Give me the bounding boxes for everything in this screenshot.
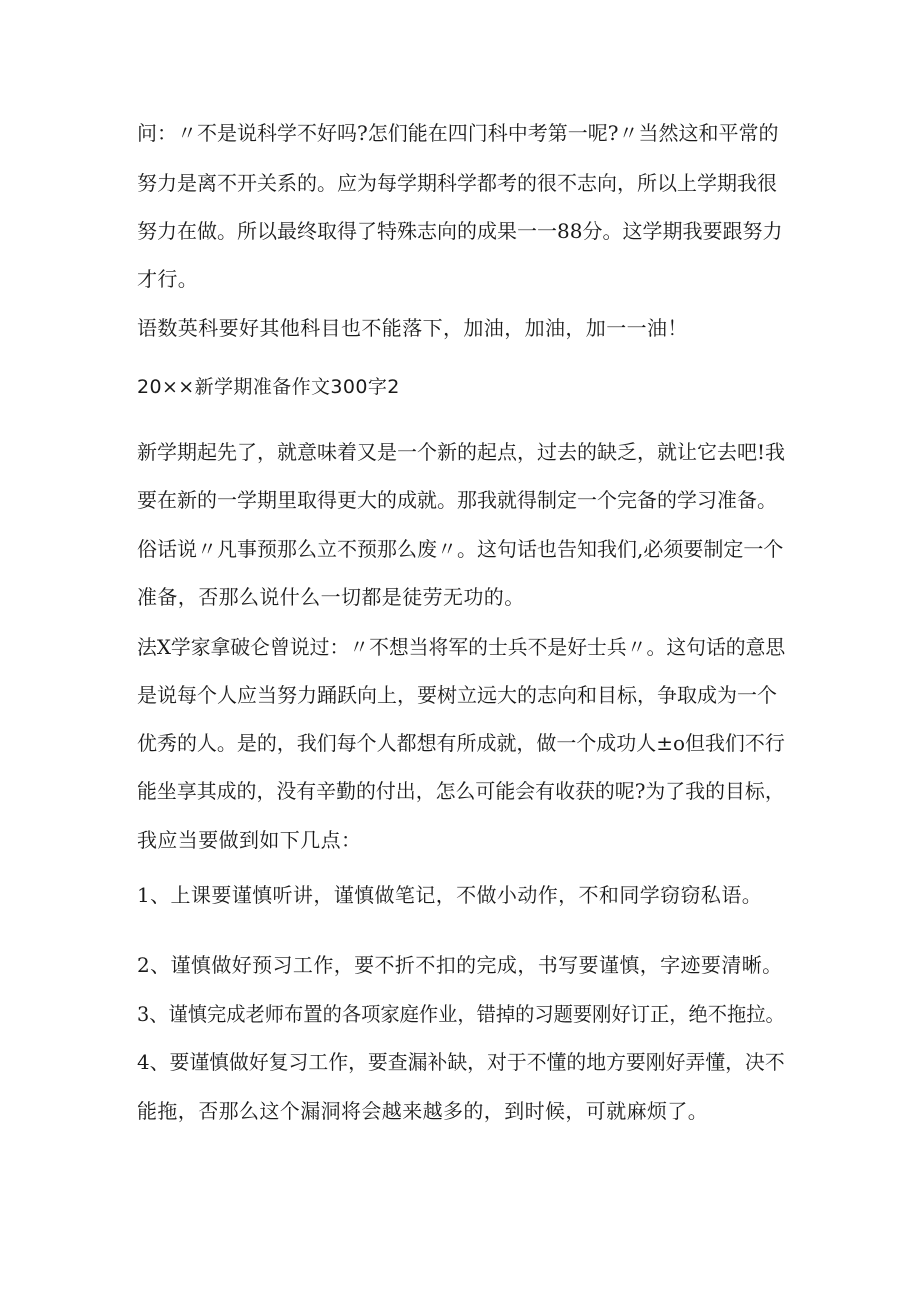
paragraph-4-line-4: 能坐享其成的，没有辛勤的付出，怎么可能会有收获的呢?为了我的目标， — [137, 779, 785, 803]
paragraph-3-line-4: 准备，否那么说什么一切都是徒劳无功的。 — [137, 585, 525, 609]
paragraph-4-line-5: 我应当要做到如下几点： — [137, 828, 362, 852]
paragraph-1-line-2: 努力是离不开关系的。应为每学期科学都考的很不志向，所以上学期我很 — [137, 171, 777, 195]
paragraph-4-line-3: 优秀的人。是的，我们每个人都想有所成就，做一个成功人±o但我们不行 — [137, 731, 785, 755]
list-item-4-line-1: 4、要谨慎做好复习工作，要查漏补缺，对于不懂的地方要刚好弄懂，决不 — [137, 1050, 785, 1074]
list-item-1: 1、上课要谨慎听讲，谨慎做笔记，不做小动作，不和同学窃窃私语。 — [137, 883, 763, 907]
paragraph-4-line-1: 法X学家拿破仑曾说过：〃不想当将军的士兵不是好士兵〃。这句话的意思 — [137, 635, 786, 659]
list-item-4-line-2: 能拖，否那么这个漏洞将会越来越多的，到时候，可就麻烦了。 — [137, 1099, 709, 1123]
paragraph-1-line-4: 才行。 — [137, 267, 199, 291]
paragraph-3-line-3: 俗话说〃凡事预那么立不预那么废〃。这句话也告知我们,必须要制定一个 — [137, 537, 784, 561]
essay-heading: 20××新学期准备作文300字2 — [137, 376, 400, 398]
paragraph-1-line-1: 问：〃不是说科学不好吗?怎们能在四门科中考第一呢?〃当然这和平常的 — [137, 121, 779, 145]
paragraph-3-line-2: 要在新的一学期里取得更大的成就。那我就得制定一个完备的学习准备。 — [137, 488, 777, 512]
paragraph-3-line-1: 新学期起先了，就意味着又是一个新的起点，过去的缺乏，就让它去吧!我 — [137, 440, 786, 464]
paragraph-1-line-3: 努力在做。所以最终取得了特殊志向的成果一一88分。这学期我要跟努力 — [137, 219, 783, 243]
paragraph-4-line-2: 是说每个人应当努力踊跃向上，要树立远大的志向和目标，争取成为一个 — [137, 683, 777, 707]
list-item-2: 2、谨慎做好预习工作，要不折不扣的完成，书写要谨慎，字迹要清晰。 — [137, 953, 783, 977]
list-item-3: 3、谨慎完成老师布置的各项家庭作业，错掉的习题要刚好订正，绝不拖拉。 — [137, 1002, 785, 1026]
paragraph-2: 语数英科要好其他科目也不能落下，加油，加油，加一一油！ — [137, 316, 688, 340]
